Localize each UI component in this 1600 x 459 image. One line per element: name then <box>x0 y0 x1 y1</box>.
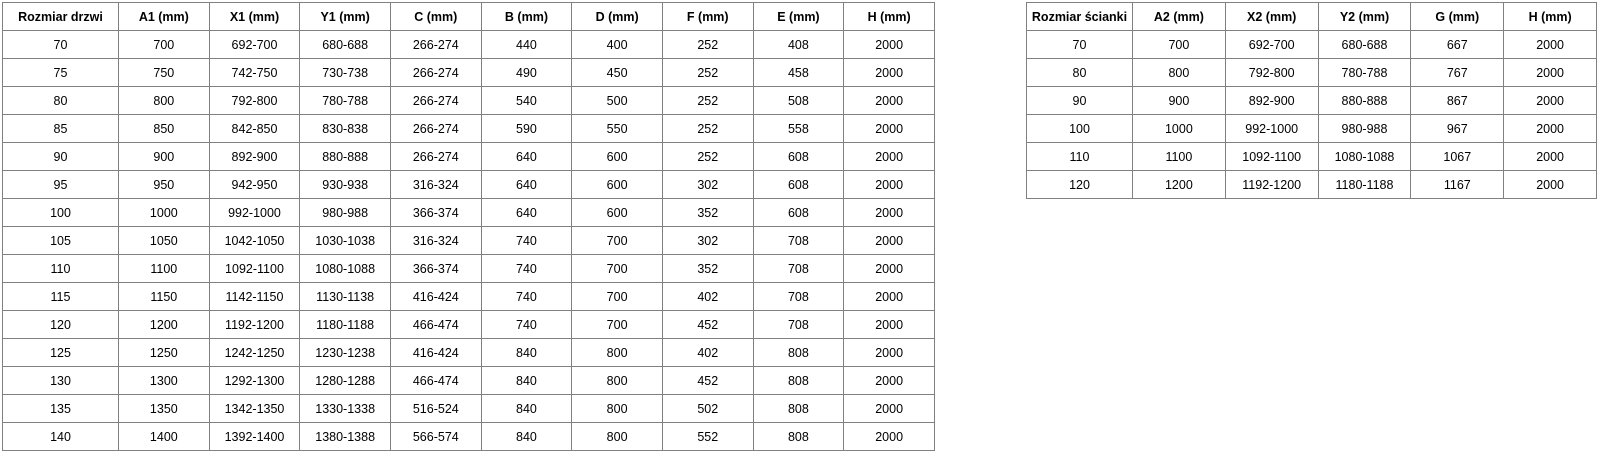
column-header: Y2 (mm) <box>1318 3 1411 31</box>
table-cell: 105 <box>3 227 119 255</box>
table-cell: 316-324 <box>390 171 481 199</box>
table-cell: 252 <box>662 59 753 87</box>
table-row <box>3 255 935 283</box>
table-cell: 2000 <box>844 171 935 199</box>
table-cell: 967 <box>1411 115 1504 143</box>
table-cell: 608 <box>753 199 844 227</box>
table-cell: 130 <box>3 367 119 395</box>
table-cell: 2000 <box>844 367 935 395</box>
table-cell: 800 <box>572 367 663 395</box>
table-cell: 502 <box>662 395 753 423</box>
table-cell: 70 <box>1027 31 1133 59</box>
table-cell: 1292-1300 <box>209 367 300 395</box>
table-cell: 708 <box>753 283 844 311</box>
table-cell: 867 <box>1411 87 1504 115</box>
table-cell: 708 <box>753 255 844 283</box>
table-cell: 100 <box>3 199 119 227</box>
table-row <box>1027 171 1597 199</box>
table-cell: 767 <box>1411 59 1504 87</box>
table-cell: 640 <box>481 171 572 199</box>
table-cell: 1080-1088 <box>300 255 391 283</box>
table-cell: 992-1000 <box>209 199 300 227</box>
table-cell: 302 <box>662 171 753 199</box>
table-cell: 1150 <box>119 283 210 311</box>
table-cell: 640 <box>481 199 572 227</box>
table-cell: 942-950 <box>209 171 300 199</box>
table-cell: 466-474 <box>390 367 481 395</box>
table-cell: 90 <box>3 143 119 171</box>
table-cell: 1230-1238 <box>300 339 391 367</box>
table-row <box>1027 115 1597 143</box>
table-cell: 135 <box>3 395 119 423</box>
table-cell: 992-1000 <box>1225 115 1318 143</box>
table-cell: 120 <box>1027 171 1133 199</box>
table-cell: 552 <box>662 423 753 451</box>
table-cell: 1100 <box>119 255 210 283</box>
table-cell: 466-474 <box>390 311 481 339</box>
table-cell: 700 <box>572 283 663 311</box>
column-header: Rozmiar drzwi <box>3 3 119 31</box>
table-cell: 2000 <box>844 87 935 115</box>
table-cell: 842-850 <box>209 115 300 143</box>
table-cell: 2000 <box>1504 31 1597 59</box>
table-cell: 2000 <box>844 115 935 143</box>
table-cell: 830-838 <box>300 115 391 143</box>
table-cell: 800 <box>1133 59 1226 87</box>
column-header: D (mm) <box>572 3 663 31</box>
table-cell: 1000 <box>119 199 210 227</box>
table-cell: 980-988 <box>300 199 391 227</box>
table-cell: 508 <box>753 87 844 115</box>
table-cell: 700 <box>572 311 663 339</box>
table-cell: 1392-1400 <box>209 423 300 451</box>
table-cell: 1180-1188 <box>300 311 391 339</box>
column-header: A2 (mm) <box>1133 3 1226 31</box>
table-cell: 316-324 <box>390 227 481 255</box>
table-cell: 700 <box>119 31 210 59</box>
table-cell: 266-274 <box>390 59 481 87</box>
table-cell: 880-888 <box>300 143 391 171</box>
table-cell: 125 <box>3 339 119 367</box>
table-cell: 1130-1138 <box>300 283 391 311</box>
column-header: Rozmiar ścianki <box>1027 3 1133 31</box>
table-cell: 840 <box>481 367 572 395</box>
table-row <box>3 143 935 171</box>
column-header: H (mm) <box>1504 3 1597 31</box>
table-cell: 550 <box>572 115 663 143</box>
table-cell: 808 <box>753 423 844 451</box>
table-cell: 1200 <box>1133 171 1226 199</box>
table-cell: 667 <box>1411 31 1504 59</box>
table-cell: 1180-1188 <box>1318 171 1411 199</box>
column-header: G (mm) <box>1411 3 1504 31</box>
table-cell: 1100 <box>1133 143 1226 171</box>
table-cell: 800 <box>572 423 663 451</box>
table-cell: 840 <box>481 339 572 367</box>
table-row <box>3 395 935 423</box>
table-cell: 252 <box>662 31 753 59</box>
wall-size-table <box>1026 2 1597 199</box>
table-cell: 1200 <box>119 311 210 339</box>
table-cell: 1167 <box>1411 171 1504 199</box>
table-cell: 692-700 <box>209 31 300 59</box>
table-cell: 452 <box>662 311 753 339</box>
table-row <box>1027 59 1597 87</box>
table-cell: 100 <box>1027 115 1133 143</box>
table-cell: 900 <box>119 143 210 171</box>
table-cell: 880-888 <box>1318 87 1411 115</box>
table-cell: 452 <box>662 367 753 395</box>
table-row <box>3 311 935 339</box>
table-cell: 740 <box>481 255 572 283</box>
table-cell: 808 <box>753 367 844 395</box>
table-cell: 252 <box>662 87 753 115</box>
table-cell: 85 <box>3 115 119 143</box>
table-cell: 1400 <box>119 423 210 451</box>
table-cell: 792-800 <box>209 87 300 115</box>
table-cell: 1042-1050 <box>209 227 300 255</box>
table-cell: 980-988 <box>1318 115 1411 143</box>
table-cell: 608 <box>753 171 844 199</box>
table-cell: 740 <box>481 283 572 311</box>
table-cell: 302 <box>662 227 753 255</box>
table-cell: 608 <box>753 143 844 171</box>
table-row <box>1027 143 1597 171</box>
table-cell: 2000 <box>844 311 935 339</box>
table-cell: 366-374 <box>390 199 481 227</box>
table-cell: 2000 <box>844 395 935 423</box>
table-cell: 680-688 <box>300 31 391 59</box>
table-cell: 1067 <box>1411 143 1504 171</box>
table-cell: 730-738 <box>300 59 391 87</box>
table-cell: 80 <box>1027 59 1133 87</box>
table-cell: 750 <box>119 59 210 87</box>
table-cell: 708 <box>753 227 844 255</box>
table-cell: 402 <box>662 283 753 311</box>
table-cell: 80 <box>3 87 119 115</box>
table-row <box>3 171 935 199</box>
table-cell: 2000 <box>844 199 935 227</box>
column-header: A1 (mm) <box>119 3 210 31</box>
table-cell: 140 <box>3 423 119 451</box>
table-cell: 600 <box>572 199 663 227</box>
column-header: B (mm) <box>481 3 572 31</box>
table-cell: 416-424 <box>390 283 481 311</box>
table-cell: 402 <box>662 339 753 367</box>
table-row <box>1027 31 1597 59</box>
table-cell: 1030-1038 <box>300 227 391 255</box>
table-cell: 352 <box>662 199 753 227</box>
table-cell: 1142-1150 <box>209 283 300 311</box>
table-cell: 252 <box>662 115 753 143</box>
table-cell: 400 <box>572 31 663 59</box>
table-row <box>3 227 935 255</box>
table-cell: 740 <box>481 311 572 339</box>
table-cell: 792-800 <box>1225 59 1318 87</box>
header-row <box>3 3 935 31</box>
table-cell: 1192-1200 <box>1225 171 1318 199</box>
table-cell: 1192-1200 <box>209 311 300 339</box>
table-cell: 458 <box>753 59 844 87</box>
table-row <box>3 199 935 227</box>
table-row <box>3 59 935 87</box>
table-cell: 2000 <box>1504 115 1597 143</box>
table-cell: 2000 <box>844 59 935 87</box>
column-header: E (mm) <box>753 3 844 31</box>
table-cell: 600 <box>572 171 663 199</box>
table-cell: 808 <box>753 395 844 423</box>
table-cell: 1000 <box>1133 115 1226 143</box>
table-cell: 266-274 <box>390 31 481 59</box>
table-row <box>1027 87 1597 115</box>
door-size-table <box>2 2 935 451</box>
table-cell: 930-938 <box>300 171 391 199</box>
table-cell: 950 <box>119 171 210 199</box>
table-cell: 440 <box>481 31 572 59</box>
table-row <box>3 31 935 59</box>
table-cell: 1280-1288 <box>300 367 391 395</box>
table-cell: 590 <box>481 115 572 143</box>
table-cell: 566-574 <box>390 423 481 451</box>
column-header: Y1 (mm) <box>300 3 391 31</box>
table-cell: 1330-1338 <box>300 395 391 423</box>
table-cell: 900 <box>1133 87 1226 115</box>
table-cell: 416-424 <box>390 339 481 367</box>
table-cell: 366-374 <box>390 255 481 283</box>
table-cell: 892-900 <box>209 143 300 171</box>
table-cell: 2000 <box>844 283 935 311</box>
table-cell: 2000 <box>1504 171 1597 199</box>
table-cell: 110 <box>1027 143 1133 171</box>
table-cell: 1342-1350 <box>209 395 300 423</box>
table-cell: 2000 <box>844 423 935 451</box>
table-cell: 95 <box>3 171 119 199</box>
table-cell: 558 <box>753 115 844 143</box>
table-cell: 1380-1388 <box>300 423 391 451</box>
table-cell: 740 <box>481 227 572 255</box>
table-cell: 2000 <box>844 255 935 283</box>
table-cell: 75 <box>3 59 119 87</box>
table-row <box>3 339 935 367</box>
table-cell: 892-900 <box>1225 87 1318 115</box>
table-cell: 266-274 <box>390 87 481 115</box>
table-cell: 708 <box>753 311 844 339</box>
table-cell: 1092-1100 <box>1225 143 1318 171</box>
table-cell: 2000 <box>844 227 935 255</box>
column-header: X2 (mm) <box>1225 3 1318 31</box>
column-header: X1 (mm) <box>209 3 300 31</box>
table-cell: 266-274 <box>390 115 481 143</box>
table-row <box>3 423 935 451</box>
table-cell: 850 <box>119 115 210 143</box>
table-cell: 700 <box>1133 31 1226 59</box>
table-cell: 2000 <box>1504 143 1597 171</box>
table-cell: 1242-1250 <box>209 339 300 367</box>
header-row <box>1027 3 1597 31</box>
table-cell: 840 <box>481 423 572 451</box>
table-cell: 490 <box>481 59 572 87</box>
table-cell: 800 <box>572 339 663 367</box>
table-cell: 692-700 <box>1225 31 1318 59</box>
table-cell: 780-788 <box>300 87 391 115</box>
table-cell: 780-788 <box>1318 59 1411 87</box>
table-cell: 1092-1100 <box>209 255 300 283</box>
table-cell: 2000 <box>844 143 935 171</box>
table-cell: 680-688 <box>1318 31 1411 59</box>
table-cell: 120 <box>3 311 119 339</box>
table-cell: 1250 <box>119 339 210 367</box>
table-cell: 252 <box>662 143 753 171</box>
table-cell: 352 <box>662 255 753 283</box>
table-cell: 2000 <box>1504 59 1597 87</box>
table-cell: 90 <box>1027 87 1133 115</box>
table-cell: 500 <box>572 87 663 115</box>
table-cell: 540 <box>481 87 572 115</box>
table-cell: 516-524 <box>390 395 481 423</box>
column-header: F (mm) <box>662 3 753 31</box>
table-cell: 840 <box>481 395 572 423</box>
table-cell: 1080-1088 <box>1318 143 1411 171</box>
table-cell: 700 <box>572 227 663 255</box>
table-cell: 450 <box>572 59 663 87</box>
table-row <box>3 115 935 143</box>
column-header: C (mm) <box>390 3 481 31</box>
table-row <box>3 87 935 115</box>
table-cell: 742-750 <box>209 59 300 87</box>
table-cell: 1350 <box>119 395 210 423</box>
table-cell: 408 <box>753 31 844 59</box>
table-cell: 808 <box>753 339 844 367</box>
table-cell: 1050 <box>119 227 210 255</box>
table-cell: 700 <box>572 255 663 283</box>
table-cell: 2000 <box>844 339 935 367</box>
table-cell: 600 <box>572 143 663 171</box>
table-cell: 1300 <box>119 367 210 395</box>
table-cell: 115 <box>3 283 119 311</box>
table-row <box>3 367 935 395</box>
table-cell: 800 <box>572 395 663 423</box>
column-header: H (mm) <box>844 3 935 31</box>
table-cell: 640 <box>481 143 572 171</box>
table-cell: 800 <box>119 87 210 115</box>
table-cell: 266-274 <box>390 143 481 171</box>
table-cell: 70 <box>3 31 119 59</box>
table-row <box>3 283 935 311</box>
table-cell: 2000 <box>1504 87 1597 115</box>
table-cell: 110 <box>3 255 119 283</box>
table-cell: 2000 <box>844 31 935 59</box>
